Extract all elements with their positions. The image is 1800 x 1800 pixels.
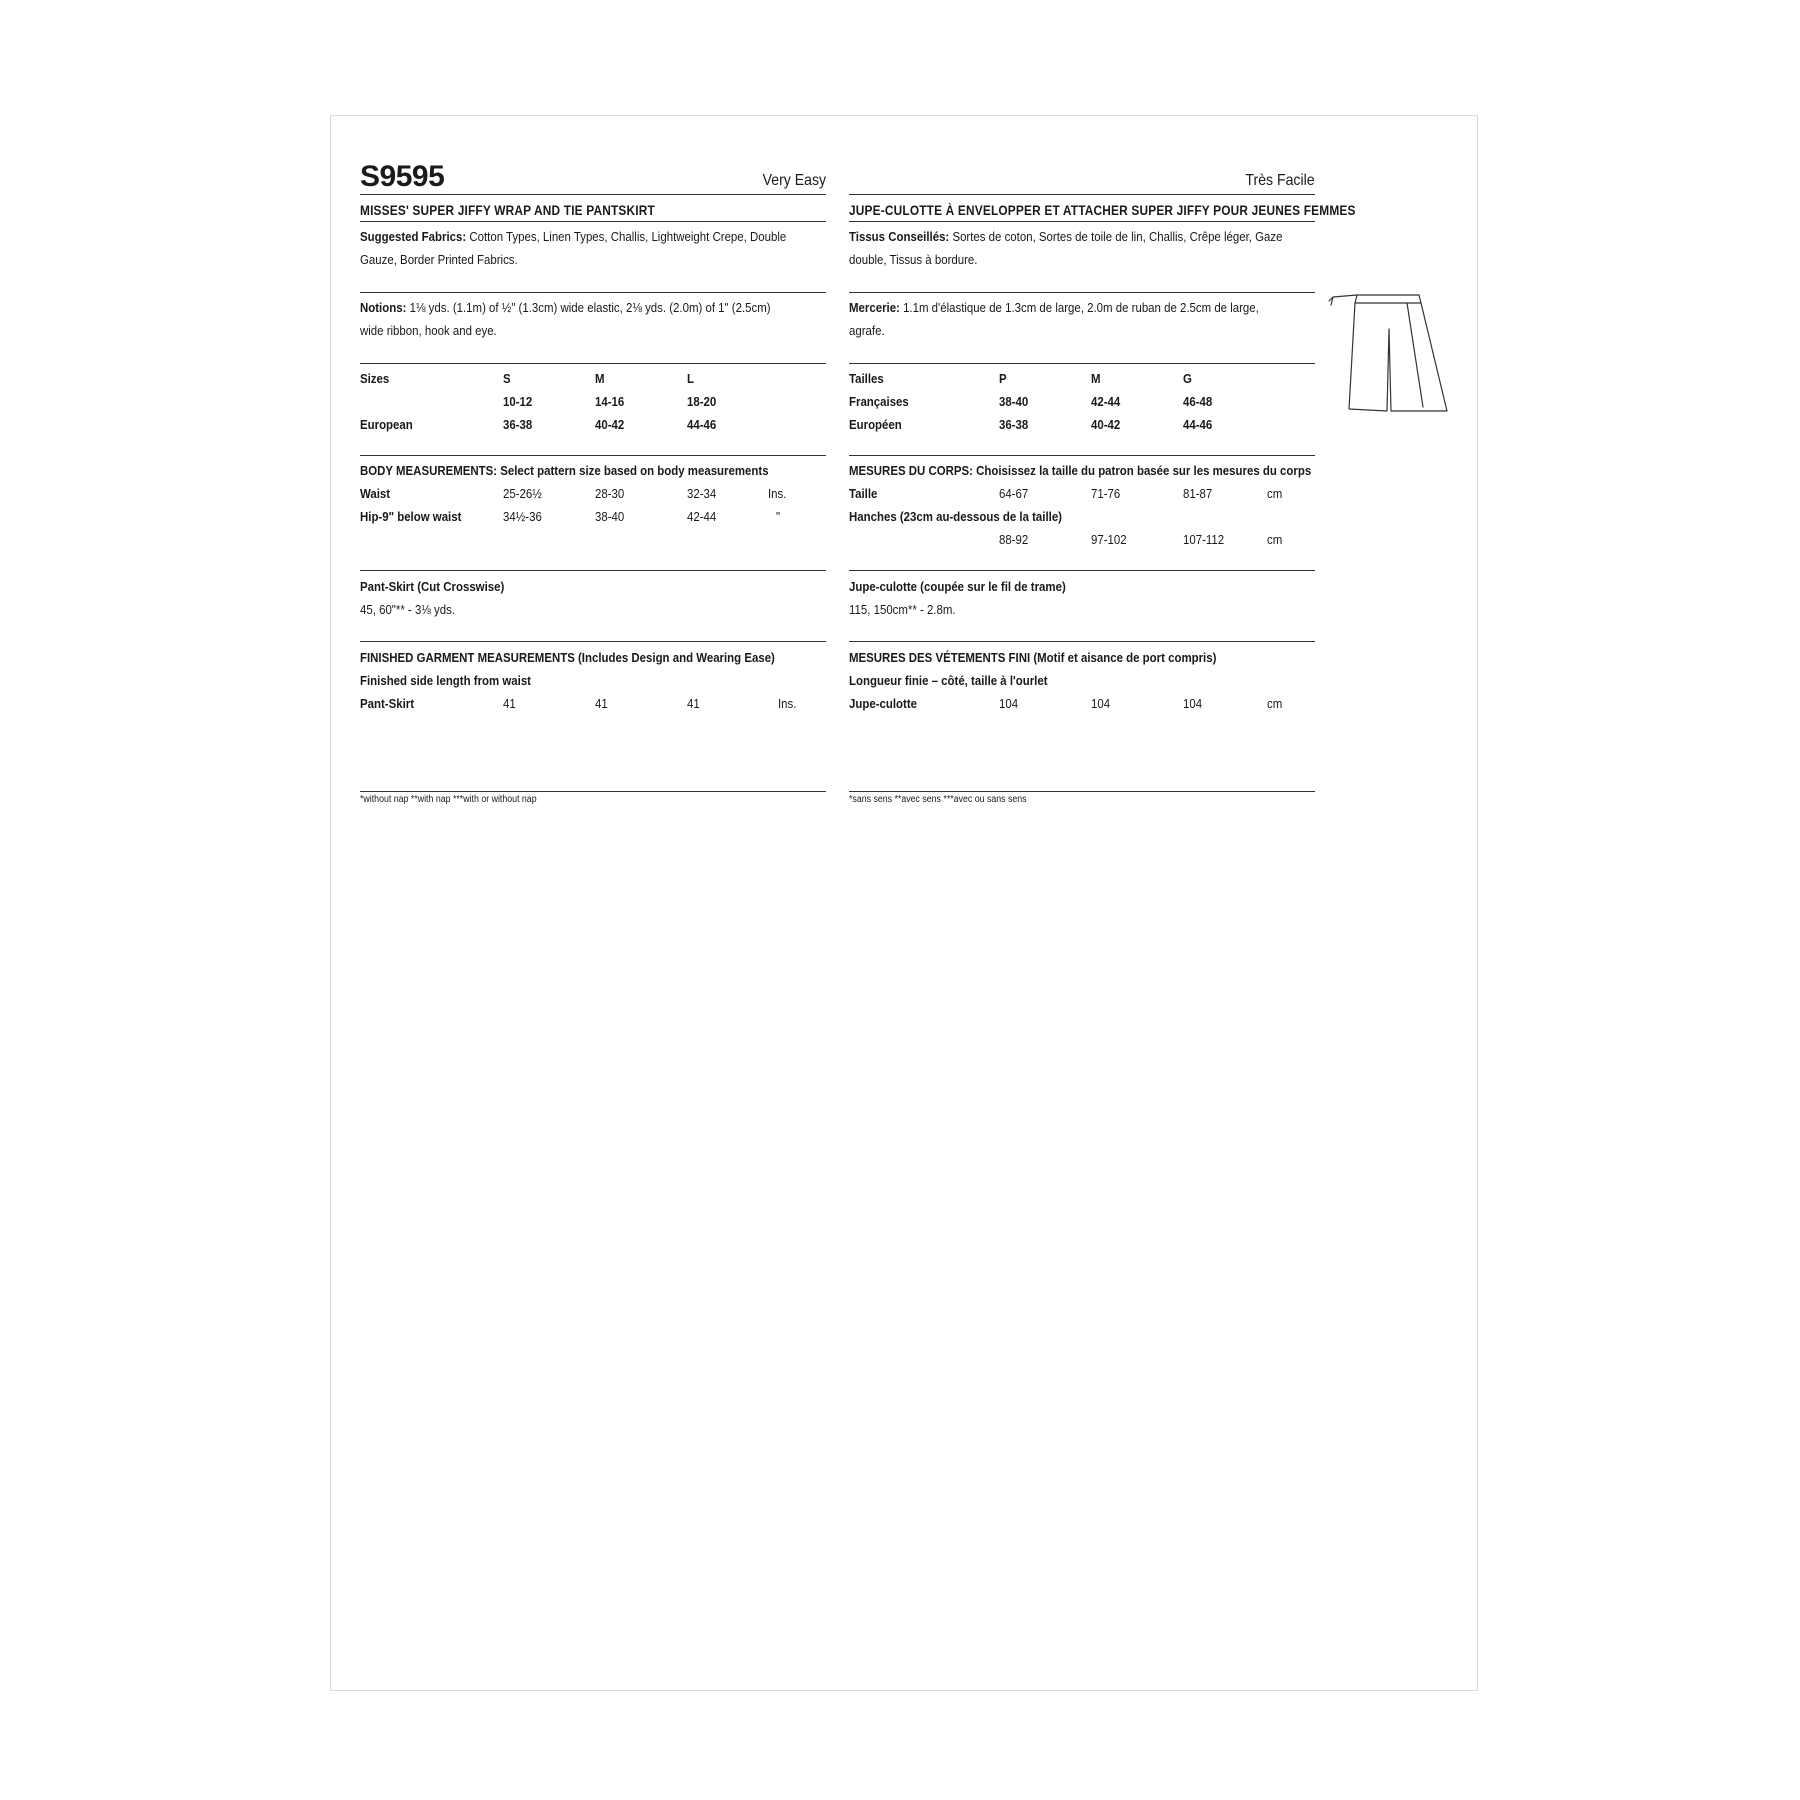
notions-line: wide ribbon, hook and eye.: [360, 322, 497, 338]
unit-cell: ": [776, 509, 781, 524]
size-cell: G: [1183, 371, 1192, 386]
divider: [849, 791, 1315, 792]
pattern-sheet: [330, 115, 1478, 1691]
fabrics-label: Tissus Conseillés:: [849, 229, 950, 244]
measure-cell: 28-30: [595, 486, 625, 501]
divider: [360, 455, 826, 456]
yardage-value: 45, 60"** - 3⅛ yds.: [360, 602, 456, 617]
notions-label: Notions:: [360, 300, 407, 315]
divider: [849, 194, 1315, 195]
pantskirt-drawing: [1327, 289, 1451, 419]
divider: [849, 641, 1315, 642]
french-sizes-label: Françaises: [849, 394, 909, 409]
measure-cell: 104: [999, 696, 1019, 711]
european-label: European: [360, 417, 413, 432]
measure-cell: 41: [595, 696, 608, 711]
finished-sub-label: Finished side length from waist: [360, 673, 531, 688]
yardage-label: Jupe-culotte (coupée sur le fil de trame): [849, 579, 1066, 594]
size-cell: L: [687, 371, 694, 386]
fabrics-section: [849, 226, 1315, 271]
size-cell: 42-44: [1091, 394, 1121, 409]
measure-cell: 88-92: [999, 532, 1029, 547]
size-cell: 38-40: [999, 394, 1029, 409]
size-cell: 14-16: [595, 394, 625, 409]
notions-line: 1.1m d'élastique de 1.3cm de large, 2.0m de ruban de 2.5cm de large,: [903, 300, 1259, 315]
measure-cell: 38-40: [595, 509, 625, 524]
fabrics-label: Suggested Fabrics:: [360, 229, 467, 244]
divider: [360, 194, 826, 195]
pattern-title: MISSES' SUPER JIFFY WRAP AND TIE PANTSKIRT: [360, 203, 655, 218]
fabrics-line: Cotton Types, Linen Types, Challis, Lightweight Crepe, Double: [469, 229, 787, 244]
pattern-title: JUPE-CULOTTE À ENVELOPPER ET ATTACHER SUPER JIFFY POUR JEUNES FEMMES: [849, 203, 1356, 218]
measure-cell: 32-34: [687, 486, 717, 501]
body-measurements-label: BODY MEASUREMENTS: Select pattern size based on body measurements: [360, 463, 769, 478]
measure-cell: 97-102: [1091, 532, 1127, 547]
unit-cell: Ins.: [778, 696, 797, 711]
measure-cell: 42-44: [687, 509, 717, 524]
divider: [849, 221, 1315, 222]
sizes-label: Sizes: [360, 371, 390, 386]
hip-label: Hanches (23cm au-dessous de la taille): [849, 509, 1063, 524]
tie-outline: [1329, 295, 1357, 305]
size-cell: 18-20: [687, 394, 717, 409]
divider: [849, 363, 1315, 364]
difficulty-level: Très Facile: [1245, 172, 1315, 189]
fold-line: [1407, 303, 1423, 407]
measure-cell: 81-87: [1183, 486, 1213, 501]
size-cell: 10-12: [503, 394, 533, 409]
finished-measurements-label: FINISHED GARMENT MEASUREMENTS (Includes Design and Wearing Ease): [360, 650, 775, 665]
divider: [360, 570, 826, 571]
waist-label: Waist: [360, 486, 391, 501]
size-cell: 40-42: [1091, 417, 1121, 432]
difficulty-level: Very Easy: [762, 172, 826, 189]
yardage-value: 115, 150cm** - 2.8m.: [849, 602, 956, 617]
footnote: *sans sens **avec sens ***avec ou sans sens: [849, 794, 1027, 805]
measure-cell: 34½-36: [503, 509, 542, 524]
divider: [360, 791, 826, 792]
yardage-label: Pant-Skirt (Cut Crosswise): [360, 579, 505, 594]
notions-line: agrafe.: [849, 322, 885, 338]
size-cell: S: [503, 371, 511, 386]
finished-measurements-label: MESURES DES VÉTEMENTS FINI (Motif et aisance de port compris): [849, 650, 1217, 665]
notions-section: [849, 297, 1315, 342]
size-cell: M: [595, 371, 605, 386]
finished-item-label: Pant-Skirt: [360, 696, 415, 711]
fabrics-section: [360, 226, 826, 271]
european-label: Européen: [849, 417, 902, 432]
size-cell: 36-38: [503, 417, 533, 432]
measure-cell: 104: [1183, 696, 1203, 711]
divider: [360, 641, 826, 642]
fabrics-line: Sortes de coton, Sortes de toile de lin, Challis, Crêpe léger, Gaze: [952, 229, 1283, 244]
size-cell: 44-46: [687, 417, 717, 432]
unit-cell: cm: [1267, 696, 1283, 711]
unit-cell: cm: [1267, 486, 1283, 501]
size-cell: 46-48: [1183, 394, 1213, 409]
notions-line: 1⅛ yds. (1.1m) of ½" (1.3cm) wide elastic, 2⅛ yds. (2.0m) of 1" (2.5cm): [409, 300, 771, 315]
measure-cell: 71-76: [1091, 486, 1121, 501]
divider: [360, 292, 826, 293]
fabrics-line: double, Tissus à bordure.: [849, 251, 978, 267]
waistband-outline: [1355, 295, 1421, 303]
divider: [360, 221, 826, 222]
divider: [849, 455, 1315, 456]
size-cell: 44-46: [1183, 417, 1213, 432]
divider: [849, 292, 1315, 293]
pantskirt-outline: [1349, 303, 1447, 411]
measure-cell: 41: [503, 696, 516, 711]
pattern-code: S9595: [360, 160, 445, 193]
sizes-label: Tailles: [849, 371, 884, 386]
measure-cell: 41: [687, 696, 700, 711]
measure-cell: 107-112: [1183, 532, 1225, 547]
size-cell: 40-42: [595, 417, 625, 432]
divider: [360, 363, 826, 364]
notions-section: [360, 297, 826, 342]
unit-cell: Ins.: [768, 486, 787, 501]
notions-label: Mercerie:: [849, 300, 900, 315]
finished-sub-label: Longueur finie – côté, taille à l'ourlet: [849, 673, 1048, 688]
measure-cell: 64-67: [999, 486, 1029, 501]
waist-label: Taille: [849, 486, 878, 501]
body-measurements-label: MESURES DU CORPS: Choisissez la taille du patron basée sur les mesures du corps: [849, 463, 1312, 478]
fabrics-line: Gauze, Border Printed Fabrics.: [360, 251, 518, 267]
hip-label: Hip-9" below waist: [360, 509, 462, 524]
size-cell: M: [1091, 371, 1101, 386]
finished-item-label: Jupe-culotte: [849, 696, 918, 711]
size-cell: 36-38: [999, 417, 1029, 432]
divider: [849, 570, 1315, 571]
unit-cell: cm: [1267, 532, 1283, 547]
footnote: *without nap **with nap ***with or without nap: [360, 794, 537, 805]
measure-cell: 104: [1091, 696, 1111, 711]
measure-cell: 25-26½: [503, 486, 542, 501]
size-cell: P: [999, 371, 1007, 386]
